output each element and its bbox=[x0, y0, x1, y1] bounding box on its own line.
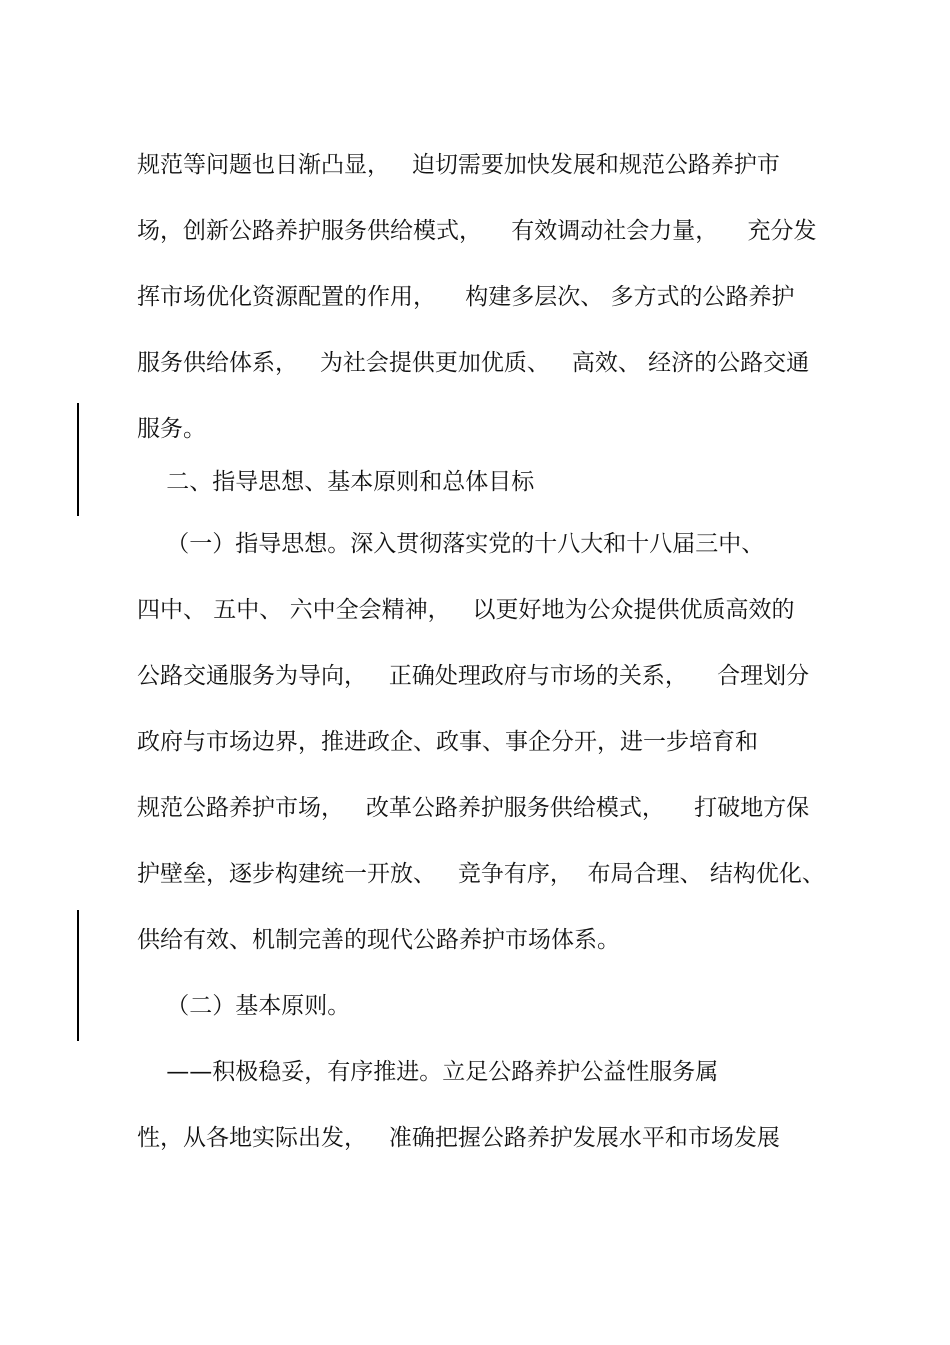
text-line: 公路交通服务为导向， 正确处理政府与市场的关系， 合理划分 bbox=[137, 663, 810, 689]
text-line: 服务供给体系， 为社会提供更加优质、 高效、 经济的公路交通 bbox=[137, 350, 810, 376]
revision-bar-2 bbox=[77, 910, 79, 1041]
text-line: （一）指导思想。深入贯彻落实党的十八大和十八届三中、 bbox=[137, 531, 765, 557]
text-line: 性，从各地实际出发， 准确把握公路养护发展水平和市场发展 bbox=[137, 1125, 780, 1151]
text-line: 场，创新公路养护服务供给模式， 有效调动社会力量， 充分发 bbox=[137, 218, 817, 244]
text-line: 供给有效、机制完善的现代公路养护市场体系。 bbox=[137, 927, 620, 953]
text-line: 四中、 五中、 六中全会精神， 以更好地为公众提供优质高效的 bbox=[137, 597, 795, 623]
text-line: 护壁垒，逐步构建统一开放、 竞争有序， 布局合理、 结构优化、 bbox=[137, 861, 825, 887]
text-line: 规范等问题也日渐凸显， 迫切需要加快发展和规范公路养护市 bbox=[137, 152, 780, 178]
text-line: 挥市场优化资源配置的作用， 构建多层次、 多方式的公路养护 bbox=[137, 284, 795, 310]
subsection-heading: （二）基本原则。 bbox=[137, 993, 351, 1019]
text-line: 规范公路养护市场， 改革公路养护服务供给模式， 打破地方保 bbox=[137, 795, 810, 821]
text-line: ——积极稳妥，有序推进。立足公路养护公益性服务属 bbox=[137, 1059, 719, 1085]
text-line: 政府与市场边界，推进政企、政事、事企分开，进一步培育和 bbox=[137, 729, 758, 755]
text-line: 服务。 bbox=[137, 416, 206, 442]
revision-bar-1 bbox=[77, 403, 79, 516]
section-heading: 二、指导思想、基本原则和总体目标 bbox=[137, 469, 535, 495]
